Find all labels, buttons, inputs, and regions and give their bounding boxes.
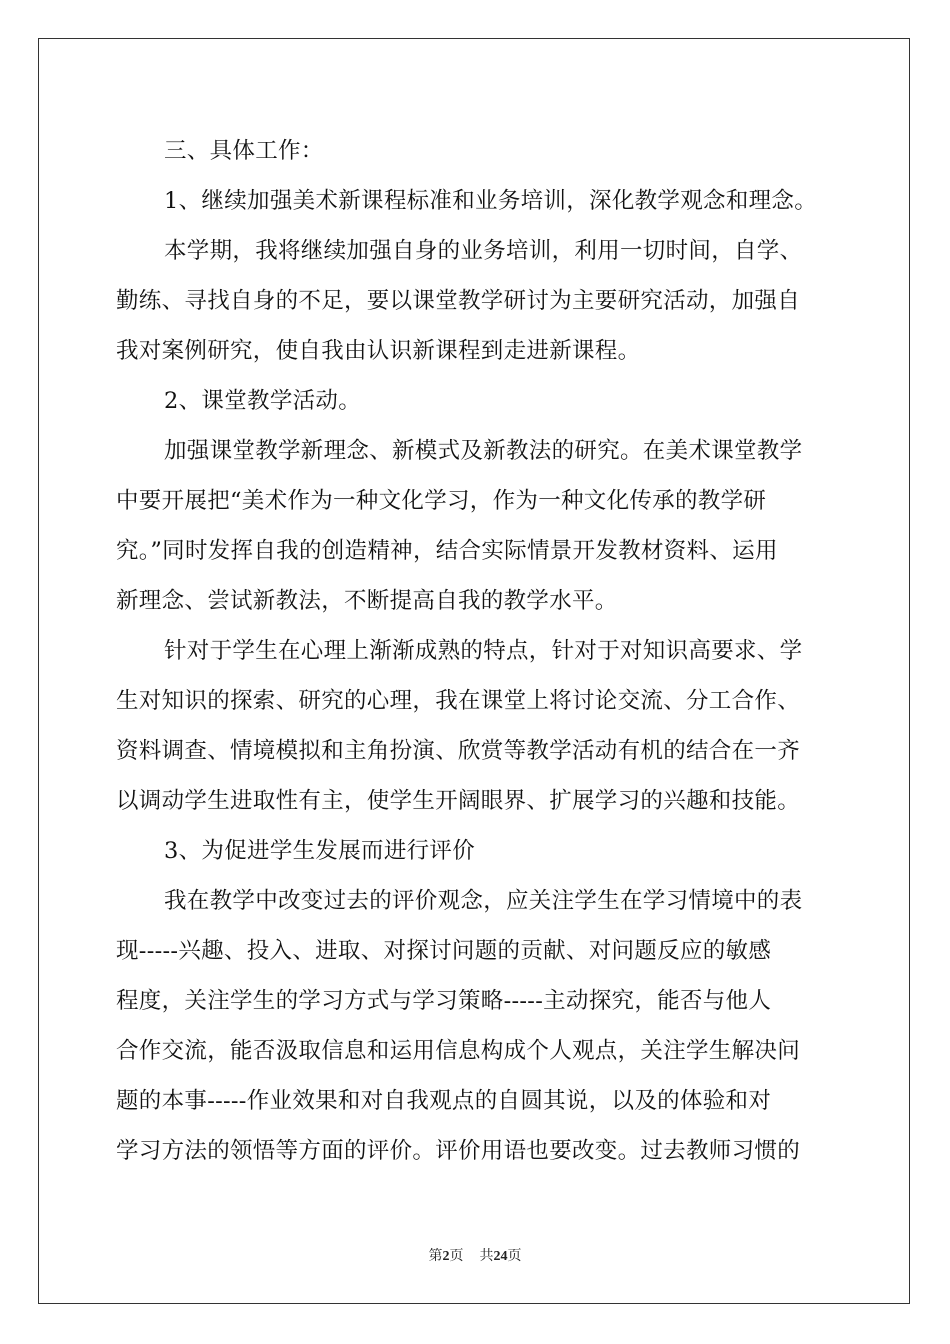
- text-line: 究。”同时发挥自我的创造精神，结合实际情景开发教材资料、运用: [116, 538, 778, 564]
- text-line: 1、继续加强美术新课程标准和业务培训，深化教学观念和理念。: [164, 188, 818, 214]
- text-line: 3、为促进学生发展而进行评价: [164, 838, 476, 864]
- text-line: 生对知识的探索、研究的心理，我在课堂上将讨论交流、分工合作、: [116, 688, 801, 714]
- page-suffix: 页: [449, 1249, 464, 1264]
- text-line: 资料调查、情境模拟和主角扮演、欣赏等教学活动有机的结合在一齐: [116, 738, 801, 764]
- text-line: 我在教学中改变过去的评价观念，应关注学生在学习情境中的表: [164, 888, 803, 914]
- text-line: 学习方法的领悟等方面的评价。评价用语也要改变。过去教师习惯的: [116, 1138, 801, 1164]
- text-line: 三、具体工作：: [164, 138, 324, 164]
- total-pages: 24: [493, 1249, 508, 1264]
- text-line: 以调动学生进取性有主，使学生开阔眼界、扩展学习的兴趣和技能。: [116, 788, 801, 814]
- total-suffix: 页: [507, 1249, 522, 1264]
- text-line: 我对案例研究，使自我由认识新课程到走进新课程。: [116, 338, 641, 364]
- page-footer: [0, 1248, 950, 1266]
- text-line: 加强课堂教学新理念、新模式及新教法的研究。在美术课堂教学: [164, 438, 803, 464]
- text-line: 勤练、寻找自身的不足，要以课堂教学研讨为主要研究活动，加强自: [116, 288, 801, 314]
- text-line: 本学期，我将继续加强自身的业务培训，利用一切时间，自学、: [164, 238, 803, 264]
- text-line: 合作交流，能否汲取信息和运用信息构成个人观点，关注学生解决问: [116, 1038, 801, 1064]
- text-line: 新理念、尝试新教法，不断提高自我的教学水平。: [116, 588, 618, 614]
- text-line: 程度，关注学生的学习方式与学习策略-----主动探究，能否与他人: [116, 988, 772, 1014]
- page-number: 2: [442, 1249, 450, 1264]
- text-line: 题的本事-----作业效果和对自我观点的自圆其说，以及的体验和对: [116, 1088, 772, 1114]
- text-line: 针对于学生在心理上渐渐成熟的特点，针对于对知识高要求、学: [164, 638, 803, 664]
- text-line: 现-----兴趣、投入、进取、对探讨问题的贡献、对问题反应的敏感: [116, 938, 772, 964]
- page-prefix: 第: [428, 1249, 443, 1264]
- text-line: 中要开展把“美术作为一种文化学习，作为一种文化传承的教学研: [116, 488, 767, 514]
- text-line: 2、课堂教学活动。: [164, 388, 362, 414]
- total-prefix: 共: [479, 1249, 494, 1264]
